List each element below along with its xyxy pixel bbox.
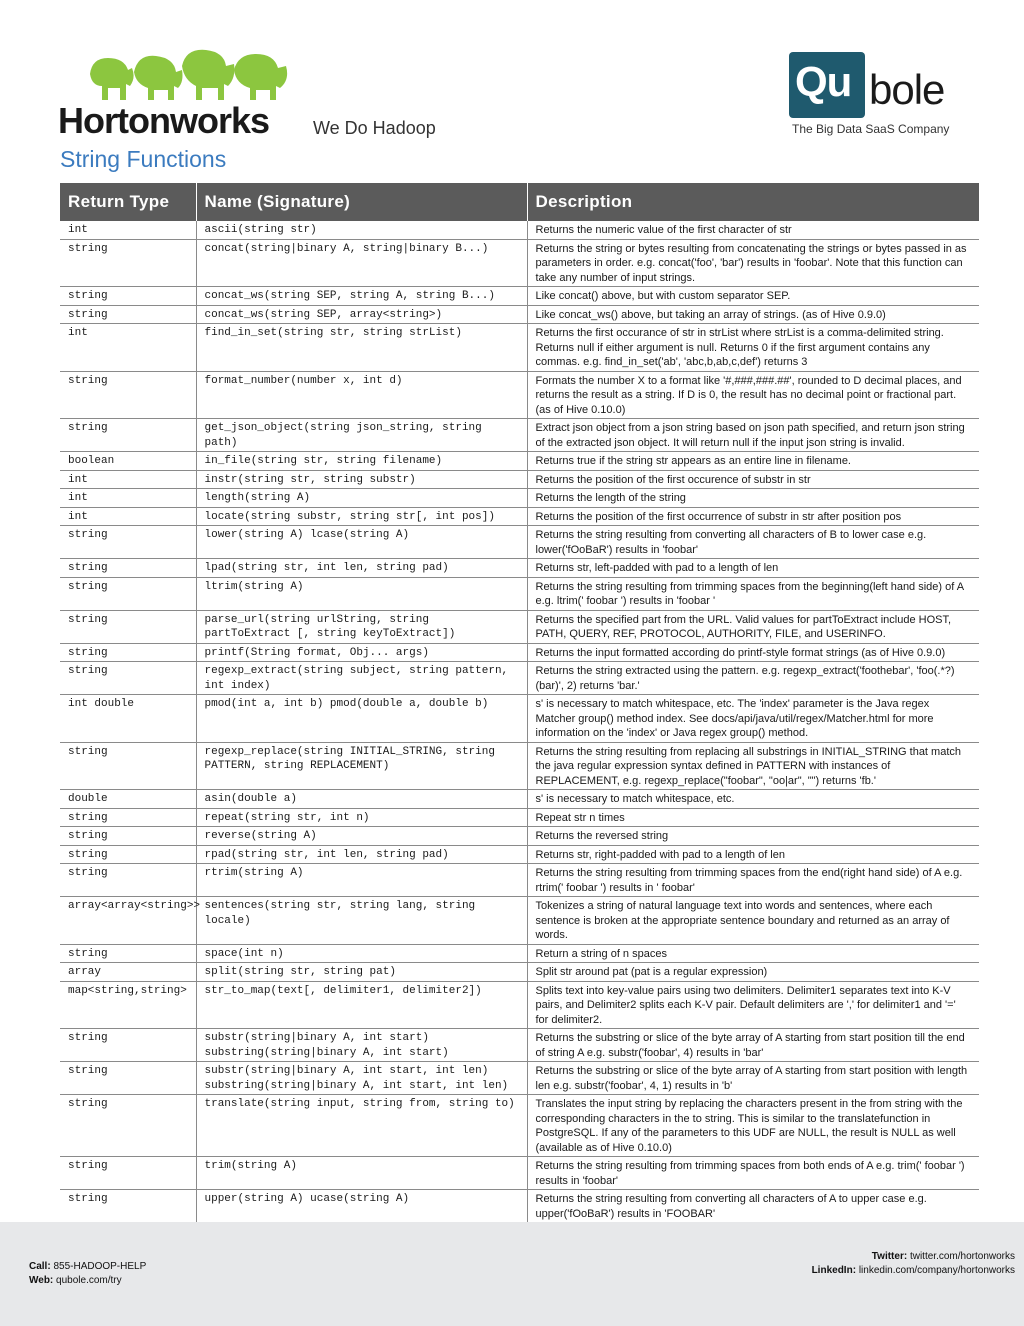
signature-cell: printf(String format, Obj... args) xyxy=(196,643,527,662)
signature-cell: lpad(string str, int len, string pad) xyxy=(196,559,527,578)
table-row xyxy=(60,742,979,790)
footer-twitter xyxy=(812,1250,1015,1264)
description-cell: Splits text into key-value pairs using two delimiters. Delimiter1 separates text into K-V pairs, and Delimiter2 splits each K-V pair. Default delimiters are ',' for delimiter1 and '=' for delimiter2. xyxy=(527,981,979,1029)
table-row xyxy=(60,790,979,809)
signature-cell: ltrim(string A) xyxy=(196,577,527,610)
signature-cell: trim(string A) xyxy=(196,1157,527,1190)
description-cell: Tokenizes a string of natural language text into words and sentences, where each sentence is broken at the appropriate sentence boundary and returned as an array of words. xyxy=(527,897,979,945)
return-type-cell: map<string,string> xyxy=(60,981,196,1029)
signature-cell: instr(string str, string substr) xyxy=(196,470,527,489)
footer-twitter-value[interactable]: twitter.com/hortonworks xyxy=(909,1251,1015,1262)
signature-cell: repeat(string str, int n) xyxy=(196,808,527,827)
return-type-cell: array xyxy=(60,963,196,982)
footer-web xyxy=(29,1274,146,1288)
return-type-cell: string xyxy=(60,559,196,578)
description-cell: Returns the position of the first occurence of substr in str xyxy=(527,470,979,489)
table-row xyxy=(60,695,979,743)
description-cell: Returns the numeric value of the first character of str xyxy=(527,221,979,239)
signature-cell: sentences(string str, string lang, string locale) xyxy=(196,897,527,945)
return-type-cell: string xyxy=(60,1157,196,1190)
table-row xyxy=(60,559,979,578)
description-cell: Returns the length of the string xyxy=(527,489,979,508)
signature-cell: parse_url(string urlString, string partToExtract [, string keyToExtract]) xyxy=(196,610,527,643)
table-row xyxy=(60,662,979,695)
signature-cell: length(string A) xyxy=(196,489,527,508)
footer-call-label: Call: xyxy=(29,1261,51,1272)
return-type-cell: string xyxy=(60,944,196,963)
table-row xyxy=(60,845,979,864)
footer-social xyxy=(812,1250,1015,1278)
description-cell: Translates the input string by replacing the characters present in the from string with the corresponding characters in the to string. This is similar to the translatefunction in PostgreSQL. If any of the parameters to this UDF are NULL, the result is NULL as well (available as of Hive 0.10.0) xyxy=(527,1095,979,1157)
footer-contact xyxy=(29,1260,146,1288)
qubole-tagline: The Big Data SaaS Company xyxy=(792,122,950,136)
signature-cell: space(int n) xyxy=(196,944,527,963)
hortonworks-logo xyxy=(58,44,288,139)
signature-cell: rpad(string str, int len, string pad) xyxy=(196,845,527,864)
signature-cell: substr(string|binary A, int start) substring(string|binary A, int start) xyxy=(196,1029,527,1062)
footer-linkedin xyxy=(812,1264,1015,1278)
header-return-type: Return Type xyxy=(60,183,196,221)
description-cell: Like concat_ws() above, but taking an array of strings. (as of Hive 0.9.0) xyxy=(527,305,979,324)
signature-cell: translate(string input, string from, string to) xyxy=(196,1095,527,1157)
qubole-logo-box xyxy=(789,52,865,118)
description-cell: Returns the position of the first occurrence of substr in str after position pos xyxy=(527,507,979,526)
return-type-cell: int xyxy=(60,324,196,372)
table-row xyxy=(60,287,979,306)
return-type-cell: int xyxy=(60,470,196,489)
signature-cell: find_in_set(string str, string strList) xyxy=(196,324,527,372)
signature-cell: pmod(int a, int b) pmod(double a, double b) xyxy=(196,695,527,743)
signature-cell: str_to_map(text[, delimiter1, delimiter2]) xyxy=(196,981,527,1029)
footer-linkedin-value[interactable]: linkedin.com/company/hortonworks xyxy=(858,1265,1015,1276)
signature-cell: split(string str, string pat) xyxy=(196,963,527,982)
qubole-logo-qu: Qu xyxy=(795,58,852,105)
description-cell: Returns the substring or slice of the byte array of A starting from start position with length len e.g. substr('foobar', 4, 1) results in 'b' xyxy=(527,1062,979,1095)
description-cell: Returns the string resulting from converting all characters of A to upper case e.g. upper('fOoBaR') results in 'FOOBAR' xyxy=(527,1190,979,1223)
description-cell: Returns str, left-padded with pad to a length of len xyxy=(527,559,979,578)
signature-cell: asin(double a) xyxy=(196,790,527,809)
return-type-cell: string xyxy=(60,305,196,324)
return-type-cell: string xyxy=(60,610,196,643)
signature-cell: reverse(string A) xyxy=(196,827,527,846)
description-cell: Formats the number X to a format like '#,###,###.##', rounded to D decimal places, and returns the result as a string. If D is 0, the result has no decimal point or fractional part. (as of Hive 0.10.0) xyxy=(527,371,979,419)
description-cell: s' is necessary to match whitespace, etc. xyxy=(527,790,979,809)
string-functions-table xyxy=(60,183,979,1223)
return-type-cell: array<array<string>> xyxy=(60,897,196,945)
table-row xyxy=(60,371,979,419)
description-cell: Extract json object from a json string based on json path specified, and return json string of the extracted json object. It will return null if the input json string is invalid. xyxy=(527,419,979,452)
signature-cell: locate(string substr, string str[, int pos]) xyxy=(196,507,527,526)
description-cell: Returns the string resulting from converting all characters of B to lower case e.g. lower('fOoBaR') results in 'foobar' xyxy=(527,526,979,559)
signature-cell: upper(string A) ucase(string A) xyxy=(196,1190,527,1223)
qubole-logo xyxy=(789,52,959,142)
table-row xyxy=(60,419,979,452)
description-cell: Returns true if the string str appears as an entire line in filename. xyxy=(527,452,979,471)
table-row xyxy=(60,489,979,508)
page-title: String Functions xyxy=(60,146,227,172)
page-footer xyxy=(0,1222,1024,1326)
description-cell: Split str around pat (pat is a regular expression) xyxy=(527,963,979,982)
table-row xyxy=(60,1157,979,1190)
signature-cell: get_json_object(string json_string, string path) xyxy=(196,419,527,452)
signature-cell: format_number(number x, int d) xyxy=(196,371,527,419)
return-type-cell: boolean xyxy=(60,452,196,471)
table-row xyxy=(60,944,979,963)
tagline: We Do Hadoop xyxy=(313,118,436,138)
return-type-cell: string xyxy=(60,662,196,695)
footer-linkedin-label: LinkedIn: xyxy=(811,1265,857,1276)
table-row xyxy=(60,963,979,982)
description-cell: Repeat str n times xyxy=(527,808,979,827)
signature-cell: concat_ws(string SEP, string A, string B...) xyxy=(196,287,527,306)
table-row xyxy=(60,507,979,526)
description-cell: Returns the input formatted according do printf-style format strings (as of Hive 0.9.0) xyxy=(527,643,979,662)
table-row xyxy=(60,1062,979,1095)
return-type-cell: string xyxy=(60,742,196,790)
table-row xyxy=(60,643,979,662)
table-row xyxy=(60,808,979,827)
return-type-cell: string xyxy=(60,1062,196,1095)
hortonworks-wordmark: Hortonworks xyxy=(58,100,270,141)
return-type-cell: int double xyxy=(60,695,196,743)
table-row xyxy=(60,239,979,287)
return-type-cell: string xyxy=(60,287,196,306)
table-row xyxy=(60,897,979,945)
table-row xyxy=(60,221,979,239)
table-body xyxy=(60,221,979,1223)
description-cell: Returns the substring or slice of the byte array of A starting from start position till the end of string A e.g. substr('foobar', 4) results in 'bar' xyxy=(527,1029,979,1062)
description-cell: Returns the reversed string xyxy=(527,827,979,846)
signature-cell: concat(string|binary A, string|binary B...) xyxy=(196,239,527,287)
description-cell: Returns str, right-padded with pad to a length of len xyxy=(527,845,979,864)
return-type-cell: int xyxy=(60,221,196,239)
table-row xyxy=(60,981,979,1029)
footer-twitter-label: Twitter: xyxy=(871,1251,908,1262)
return-type-cell: string xyxy=(60,808,196,827)
table-row xyxy=(60,1190,979,1223)
signature-cell: in_file(string str, string filename) xyxy=(196,452,527,471)
table-row xyxy=(60,324,979,372)
elephants-icon xyxy=(86,44,296,102)
return-type-cell: string xyxy=(60,239,196,287)
table-row xyxy=(60,1029,979,1062)
return-type-cell: string xyxy=(60,419,196,452)
return-type-cell: string xyxy=(60,827,196,846)
qubole-logo-bole: bole xyxy=(869,66,945,113)
table-row xyxy=(60,305,979,324)
table-row xyxy=(60,1095,979,1157)
footer-web-value[interactable]: qubole.com/try xyxy=(56,1275,122,1286)
description-cell: Returns the string resulting from replacing all substrings in INITIAL_STRING that match the java regular expression syntax defined in PATTERN with instances of REPLACEMENT, e.g. regexp_replace("foobar", "oo|ar", "") returns 'fb.' xyxy=(527,742,979,790)
signature-cell: regexp_replace(string INITIAL_STRING, string PATTERN, string REPLACEMENT) xyxy=(196,742,527,790)
header-description: Description xyxy=(527,183,979,221)
signature-cell: concat_ws(string SEP, array<string>) xyxy=(196,305,527,324)
signature-cell: lower(string A) lcase(string A) xyxy=(196,526,527,559)
signature-cell: regexp_extract(string subject, string pattern, int index) xyxy=(196,662,527,695)
description-cell: Returns the string or bytes resulting from concatenating the strings or bytes passed in as parameters in order. e.g. concat('foo', 'bar') results in 'foobar'. Note that this function can take any number of input strings. xyxy=(527,239,979,287)
table-row xyxy=(60,610,979,643)
table-row xyxy=(60,526,979,559)
signature-cell: rtrim(string A) xyxy=(196,864,527,897)
table-row xyxy=(60,827,979,846)
table-row xyxy=(60,577,979,610)
signature-cell: substr(string|binary A, int start, int len) substring(string|binary A, int start, int len) xyxy=(196,1062,527,1095)
description-cell: Returns the string resulting from trimming spaces from the end(right hand side) of A e.g. rtrim(' foobar ') results in ' foobar' xyxy=(527,864,979,897)
return-type-cell: int xyxy=(60,489,196,508)
signature-cell: ascii(string str) xyxy=(196,221,527,239)
table-row xyxy=(60,864,979,897)
table-header-row xyxy=(60,183,979,221)
footer-call-value: 855-HADOOP-HELP xyxy=(53,1261,147,1272)
footer-call xyxy=(29,1260,146,1274)
description-cell: s' is necessary to match whitespace, etc. The 'index' parameter is the Java regex Matcher group() method index. See docs/api/java/util/regex/Matcher.html for more information on the 'index' or Java regex group() method. xyxy=(527,695,979,743)
description-cell: Like concat() above, but with custom separator SEP. xyxy=(527,287,979,306)
description-cell: Returns the string extracted using the pattern. e.g. regexp_extract('foothebar', 'foo(.*?)(bar)', 2) returns 'bar.' xyxy=(527,662,979,695)
return-type-cell: int xyxy=(60,507,196,526)
return-type-cell: string xyxy=(60,864,196,897)
description-cell: Return a string of n spaces xyxy=(527,944,979,963)
return-type-cell: string xyxy=(60,526,196,559)
return-type-cell: string xyxy=(60,1029,196,1062)
return-type-cell: string xyxy=(60,371,196,419)
page-header xyxy=(0,0,1024,180)
description-cell: Returns the first occurance of str in strList where strList is a comma-delimited string. Returns null if either argument is null. Returns 0 if the first argument contains any commas. e.g. find_in_set('ab', 'abc,b,ab,c,def') returns 3 xyxy=(527,324,979,372)
header-name-signature: Name (Signature) xyxy=(196,183,527,221)
description-cell: Returns the specified part from the URL. Valid values for partToExtract include HOST, PATH, QUERY, REF, PROTOCOL, AUTHORITY, FILE, and USERINFO. xyxy=(527,610,979,643)
description-cell: Returns the string resulting from trimming spaces from both ends of A e.g. trim(' foobar ') results in 'foobar' xyxy=(527,1157,979,1190)
return-type-cell: string xyxy=(60,577,196,610)
table-row xyxy=(60,452,979,471)
return-type-cell: string xyxy=(60,845,196,864)
return-type-cell: string xyxy=(60,1095,196,1157)
description-cell: Returns the string resulting from trimming spaces from the beginning(left hand side) of A e.g. ltrim(' foobar ') results in 'foobar ' xyxy=(527,577,979,610)
return-type-cell: string xyxy=(60,643,196,662)
footer-web-label: Web: xyxy=(29,1275,54,1286)
return-type-cell: double xyxy=(60,790,196,809)
return-type-cell: string xyxy=(60,1190,196,1223)
table-row xyxy=(60,470,979,489)
